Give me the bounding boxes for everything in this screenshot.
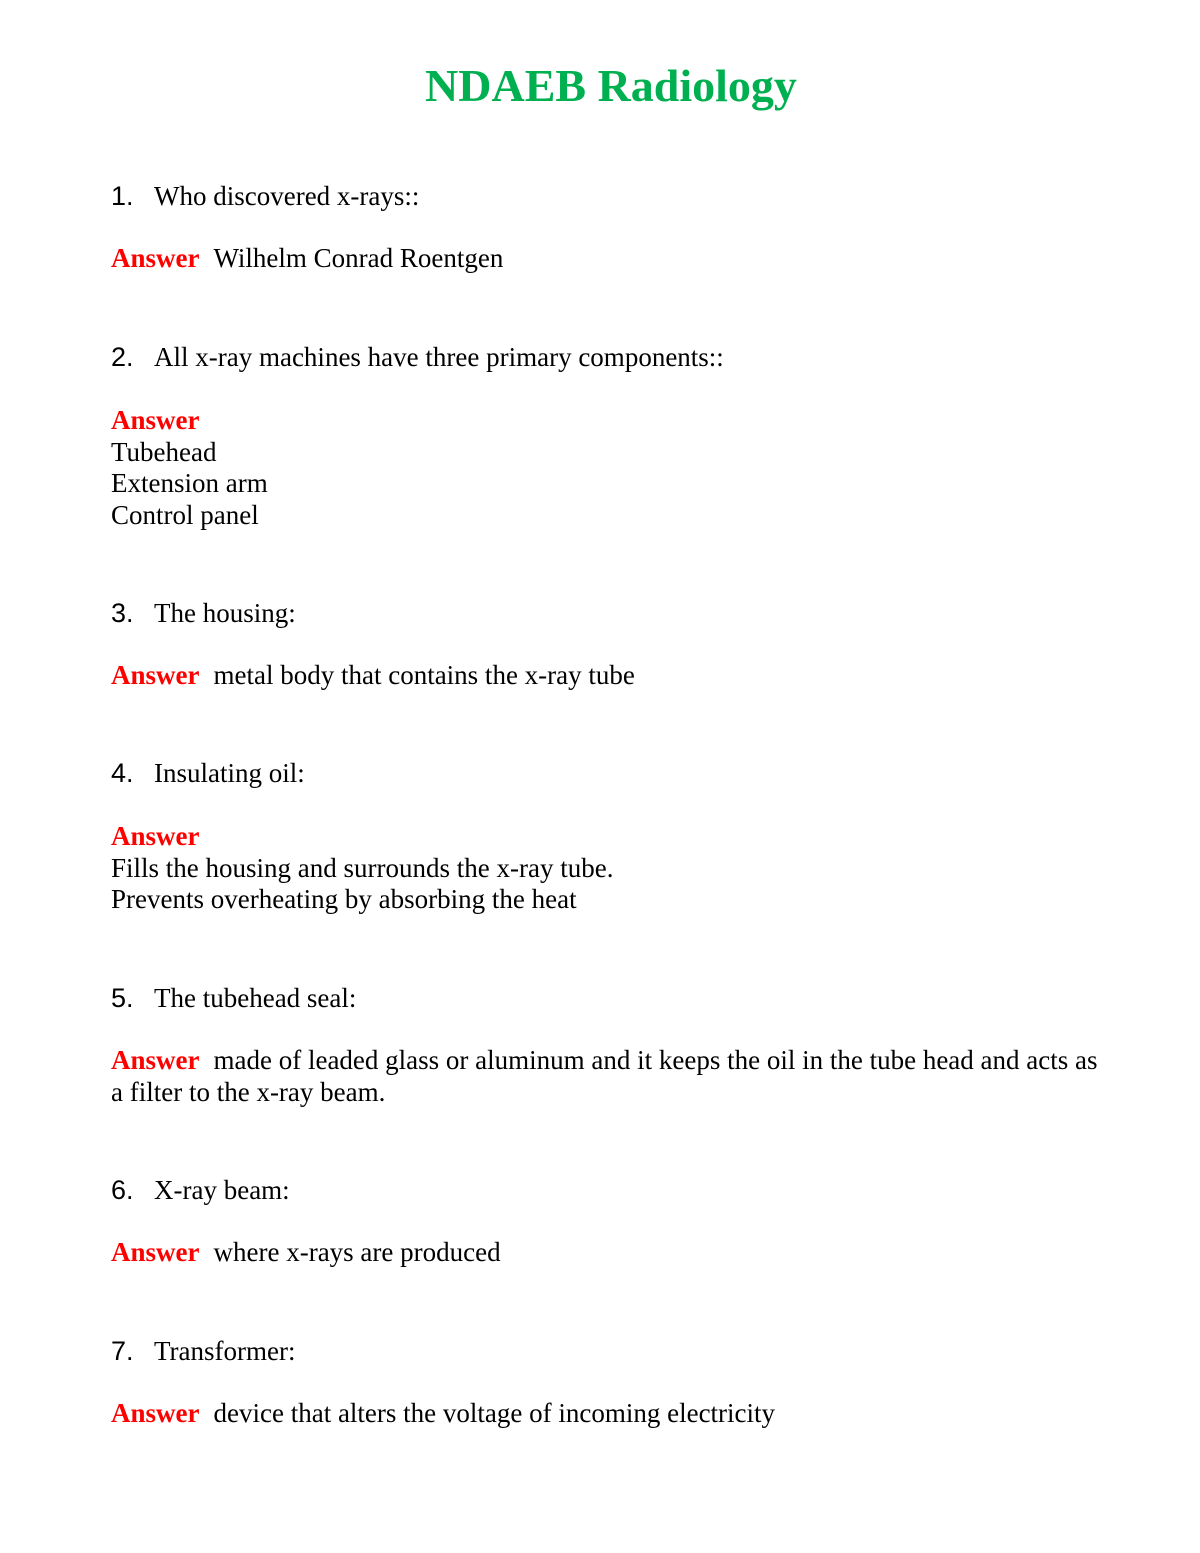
answer-text: where x-rays are produced (213, 1237, 501, 1267)
question-7 (111, 1335, 1111, 1367)
answer-label: Answer (111, 821, 200, 851)
answer-label: Answer (111, 660, 200, 690)
question-block-2 (111, 341, 1111, 530)
question-block-7 (111, 1335, 1111, 1428)
answer-7 (111, 1398, 1111, 1430)
question-number: 7. (111, 1336, 134, 1366)
answer-text: Wilhelm Conrad Roentgen (213, 243, 504, 273)
question-3 (111, 597, 1111, 629)
answer-line: Extension arm (111, 468, 268, 498)
question-block-6 (111, 1174, 1111, 1267)
answer-line: Fills the housing and surrounds the x-ray tube. (111, 852, 614, 883)
question-4 (111, 757, 1111, 789)
answer-label: Answer (111, 1237, 200, 1267)
question-text: All x-ray machines have three primary components:: (154, 342, 724, 372)
answer-line: Tubehead (111, 436, 217, 467)
question-text: The tubehead seal: (154, 983, 357, 1013)
answer-line: Control panel (111, 499, 259, 530)
question-text: Insulating oil: (154, 758, 305, 788)
question-6 (111, 1174, 1111, 1206)
question-number: 1. (111, 181, 134, 211)
question-2 (111, 341, 1111, 373)
question-number: 3. (111, 598, 134, 628)
question-block-4 (111, 757, 1111, 914)
question-number: 5. (111, 983, 134, 1013)
question-block-1 (111, 180, 1111, 273)
answer-text: device that alters the voltage of incoming electricity (213, 1398, 776, 1428)
question-text: Transformer: (154, 1336, 296, 1366)
question-text: X-ray beam: (154, 1175, 290, 1205)
question-text: The housing: (154, 598, 296, 628)
answer-4 (111, 821, 1111, 916)
page-title: NDAEB Radiology (425, 60, 797, 111)
question-5 (111, 982, 1111, 1014)
question-block-5 (111, 982, 1111, 1107)
question-1 (111, 180, 1111, 212)
answer-label: Answer (111, 243, 200, 273)
answer-line: Prevents overheating by absorbing the heat (111, 884, 577, 914)
answer-2 (111, 405, 1111, 531)
question-number: 4. (111, 758, 134, 788)
answer-label: Answer (111, 405, 200, 435)
question-number: 6. (111, 1175, 134, 1205)
answer-text: made of leaded glass or aluminum and it keeps the oil in the tube head and acts as a filter to the x-ray beam. (111, 1045, 1098, 1107)
answer-6 (111, 1237, 1111, 1269)
answer-1 (111, 243, 1111, 275)
question-number: 2. (111, 342, 134, 372)
question-text: Who discovered x-rays:: (154, 181, 420, 211)
answer-label: Answer (111, 1398, 200, 1428)
answer-5 (111, 1045, 1111, 1108)
answer-3 (111, 660, 1111, 692)
question-block-3 (111, 597, 1111, 690)
answer-text: metal body that contains the x-ray tube (213, 660, 635, 690)
answer-label: Answer (111, 1045, 200, 1075)
